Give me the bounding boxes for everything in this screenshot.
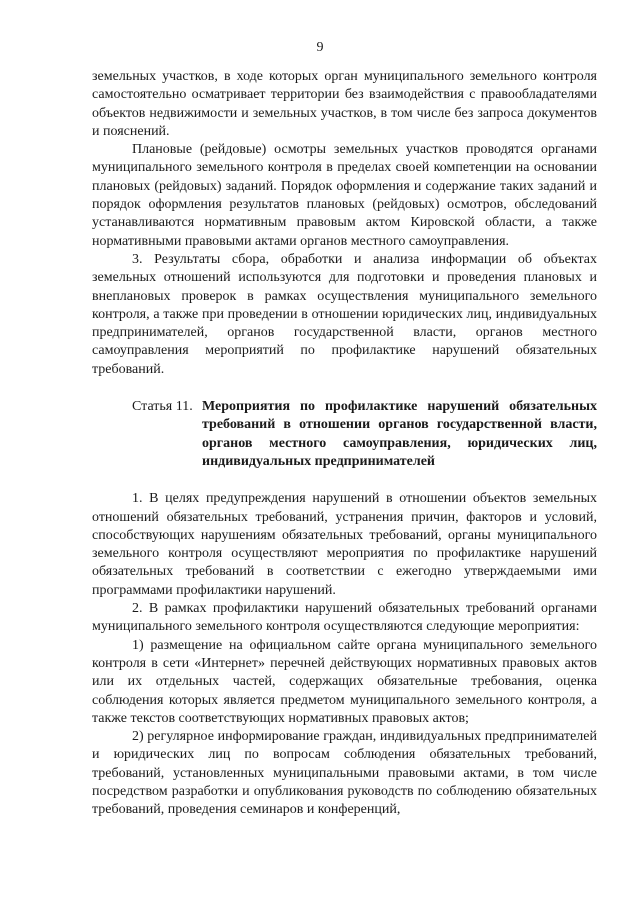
paragraph-item-2: 2. В рамках профилактики нарушений обязательных требований органами муниципального земельного контроля осуществляются следующие мероприятия: (92, 601, 597, 635)
document-body (92, 68, 597, 820)
paragraph-subitem-1: 1) размещение на официальном сайте органа муниципального земельного контроля в сети «Интернет» перечней действующих нормативных правовых актов или их отдельных частей, содержащих обязательные требования, оценка соблюдения которых является предметом муниципального земельного контроля, а также текстов соответствующих нормативных правовых актов; (92, 637, 597, 726)
article-heading (92, 398, 597, 471)
paragraph-item-3: 3. Результаты сбора, обработки и анализа информации об объектах земельных отношений используются для подготовки и проведения плановых и внеплановых проверок в рамках осуществления муниципального земельного контроля, а также при проведении в отношении юридических лиц, индивидуальных предпринимателей, органов государственной власти, органов местного самоуправления мероприятий по профилактике нарушений обязательных требований. (92, 251, 597, 377)
paragraph-continuation: земельных участков, в ходе которых орган муниципального земельного контроля самостоятельно осматривает территории без взаимодействия с правообладателями объектов недвижимости и земельных участков, в том числе без запроса документов и пояснений. (92, 69, 597, 139)
paragraph-planned-inspections: Плановые (рейдовые) осмотры земельных участков проводятся органами муниципального земельного контроля в пределах своей компетенции на основании плановых (рейдовых) заданий. Порядок оформления и содержание таких заданий и порядок оформления результатов плановых (рейдовых) осмотров, обследований устанавливаются нормативным правовым актом Кировской области, а также нормативными правовыми актами органов местного самоуправления. (92, 142, 597, 249)
article-number: Статья 11. (132, 399, 193, 415)
article-title: Мероприятия по профилактике нарушений обязательных требований в отношении органов государственной власти, органов местного самоуправления, юридических лиц, индивидуальных предпринимателей (202, 399, 597, 469)
paragraph-subitem-2: 2) регулярное информирование граждан, индивидуальных предпринимателей и юридических лиц по вопросам соблюдения обязательных требований, требований, установленных муниципальными правовыми актами, в том числе посредством разработки и опубликования руководств по соблюдению обязательных требований, проведения семинаров и конференций, (92, 729, 597, 818)
paragraph-item-1: 1. В целях предупреждения нарушений в отношении объектов земельных отношений обязательных требований, устранения причин, факторов и условий, способствующих нарушениям обязательных требований, органы муниципального земельного контроля осуществляют мероприятия по профилактике нарушений обязательных требований в соответствии с ежегодно утверждаемыми ими программами профилактики нарушений. (92, 491, 597, 598)
page-number: 9 (316, 40, 324, 55)
